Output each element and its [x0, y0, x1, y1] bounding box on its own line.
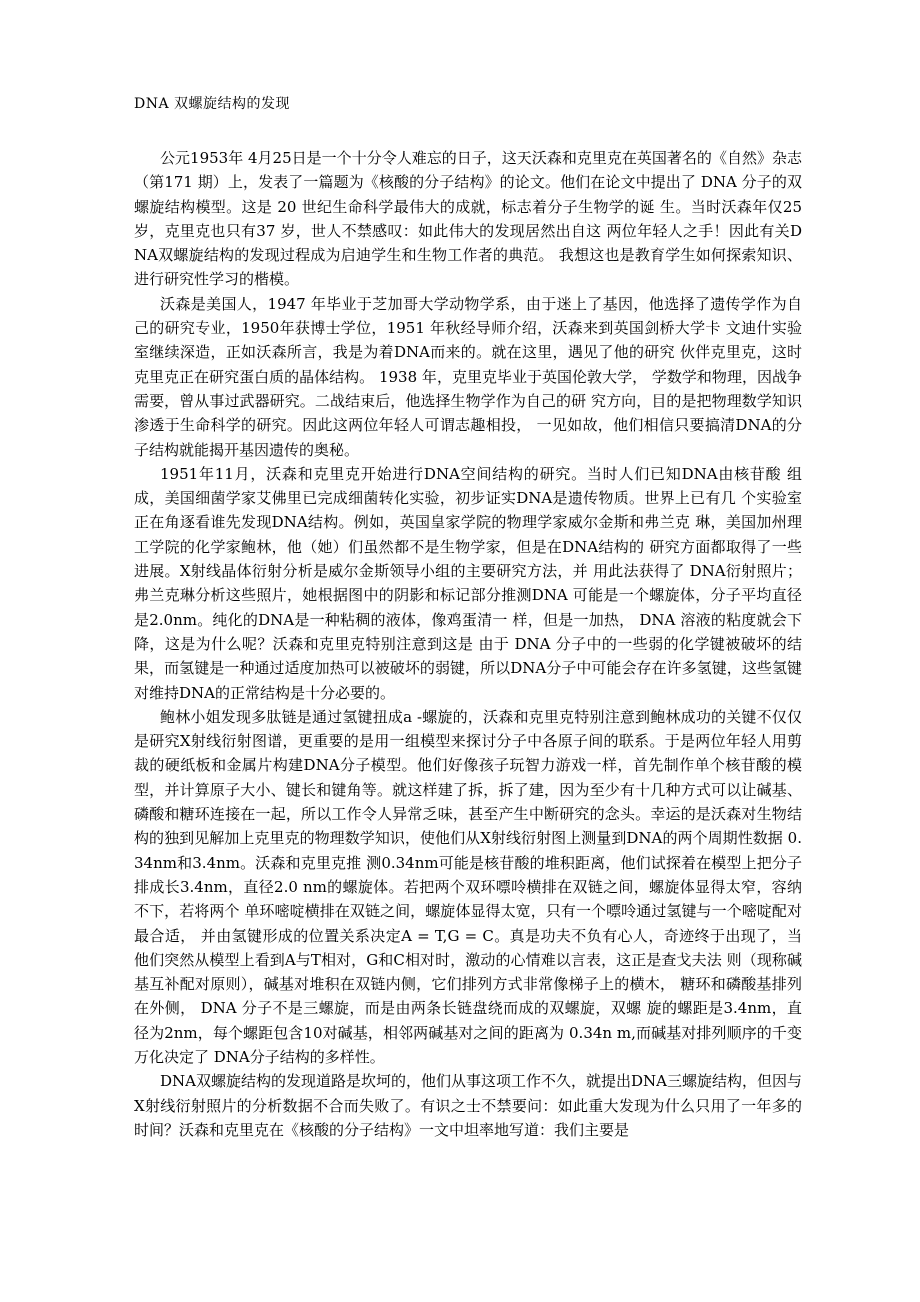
document-title: DNA 双螺旋结构的发现: [134, 96, 291, 112]
paragraph-4: 鲍林小姐发现多肽链是通过氢键扭成a -螺旋的，沃森和克里克特别注意到鲍林成功的关键不仅仅是研究X射线衍射图谱，更重要的是用一组模型来探讨分子中各原子间的联系。于是两位年轻人用剪裁的硬纸板和金属片构建DNA分子模型。他们好像孩子玩智力游戏一样，首先制作单个核苷酸的模型，并计算原子大小、键长和键角等。就这样建了拆，拆了建，因为至少有十几种方式可以让碱基、磷酸和糖环连接在一起，所以工作令人异常乏味，甚至产生中断研究的念头。幸运的是沃森对生物结构的独到见解加上克里克的物理数学知识，使他们从X射线衍射图上测量到DNA的两个周期性数据 0.34nm和3.4nm。沃森和克里克推 测0.34nm可能是核苷酸的堆积距离，他们试探着在模型上把分子排成长3.4nm，直径2.0 nm的螺旋体。若把两个双环嘌呤横排在双链之间，螺旋体显得太窄，容纳不下，若将两个 单环嘧啶横排在双链之间，螺旋体显得太宽，只有一个嘌呤通过氢键与一个嘧啶配对最合适， 并由氢键形成的位置关系决定A = T,G = C。真是功夫不负有心人，奇迹终于出现了，当 他们突然从模型上看到A与T相对，G和C相对时，激动的心情难以言表，这正是查戈夫法 则（现称碱基互补配对原则），碱基对堆积在双链内侧，它们排列方式非常像梯子上的横木， 糖环和磷酸基排列在外侧， DNA 分子不是三螺旋，而是由两条长链盘绕而成的双螺旋，双螺 旋的螺距是3.4nm，直径为2nm，每个螺距包含10对碱基，相邻两碱基对之间的距离为 0.34n m,而碱基对排列顺序的千变万化决定了 DNA分子结构的多样性。: [134, 707, 802, 1066]
paragraph-5: DNA双螺旋结构的发现道路是坎坷的，他们从事这项工作不久，就提出DNA三螺旋结构，但因与X射线衍射照片的分析数据不合而失败了。有识之士不禁要问：如此重大发现为什么只用了一年多的时间？沃森和克里克在《核酸的分子结构》一文中坦率地写道：我们主要是: [134, 1072, 802, 1139]
document-body: [134, 146, 802, 1142]
paragraph-2: 沃森是美国人，1947 年毕业于芝加哥大学动物学系，由于迷上了基因，他选择了遗传学作为自己的研究专业，1950年获博士学位，1951 年秋经导师介绍，沃森来到英国剑桥大学卡 文迪什实验室继续深造，正如沃森所言，我是为着DNA而来的。就在这里，遇见了他的研究 伙伴克里克，这时克里克正在研究蛋白质的晶体结构。 1938 年，克里克毕业于英国伦敦大学， 学数学和物理，因战争需要，曾从事过武器研究。二战结束后，他选择生物学作为自己的研 究方向，目的是把物理数学知识渗透于生命科学的研究。因此这两位年轻人可谓志趣相投， 一见如故，他们相信只要搞清DNA的分子结构就能揭开基因遗传的奥秘。: [134, 294, 802, 459]
paragraph-1: 公元1953年 4月25日是一个十分令人难忘的日子，这天沃森和克里克在英国著名的《自然》杂志（第171 期）上，发表了一篇题为《核酸的分子结构》的论文。他们在论文中提出了 DNA 分子的双螺旋结构模型。这是 20 世纪生命科学最伟大的成就，标志着分子生物学的诞 生。当时沃森年仅25 岁，克里克也只有37 岁，世人不禁感叹：如此伟大的发现居然出自这 两位年轻人之手！因此有关DNA双螺旋结构的发现过程成为启迪学生和生物工作者的典范。 我想这也是教育学生如何探索知识、进行研究性学习的楷模。: [134, 149, 802, 289]
paragraph-3: 1951年11月，沃森和克里克开始进行DNA空间结构的研究。当时人们已知DNA由核苷酸 组成，美国细菌学家艾佛里已完成细菌转化实验，初步证实DNA是遗传物质。世界上已有几 个实验室正在角逐看谁先发现DNA结构。例如，英国皇家学院的物理学家威尔金斯和弗兰克 琳，美国加州理工学院的化学家鲍林，他（她）们虽然都不是生物学家，但是在DNA结构的 研究方面都取得了一些进展。X射线晶体衍射分析是威尔金斯领导小组的主要研究方法，并 用此法获得了 DNA衍射照片；弗兰克琳分析这些照片，她根据图中的阴影和标记部分推测DNA 可能是一个螺旋体，分子平均直径是2.0nm。纯化的DNA是一种粘稠的液体，像鸡蛋清一 样，但是一加热， DNA 溶液的粘度就会下降，这是为什么呢？沃森和克里克特别注意到这是 由于 DNA 分子中的一些弱的化学键被破坏的结果，而氢键是一种通过适度加热可以被破坏的弱键，所以DNA分子中可能会存在许多氢键，这些氢键对维持DNA的正常结构是十分必要的。: [134, 464, 802, 702]
